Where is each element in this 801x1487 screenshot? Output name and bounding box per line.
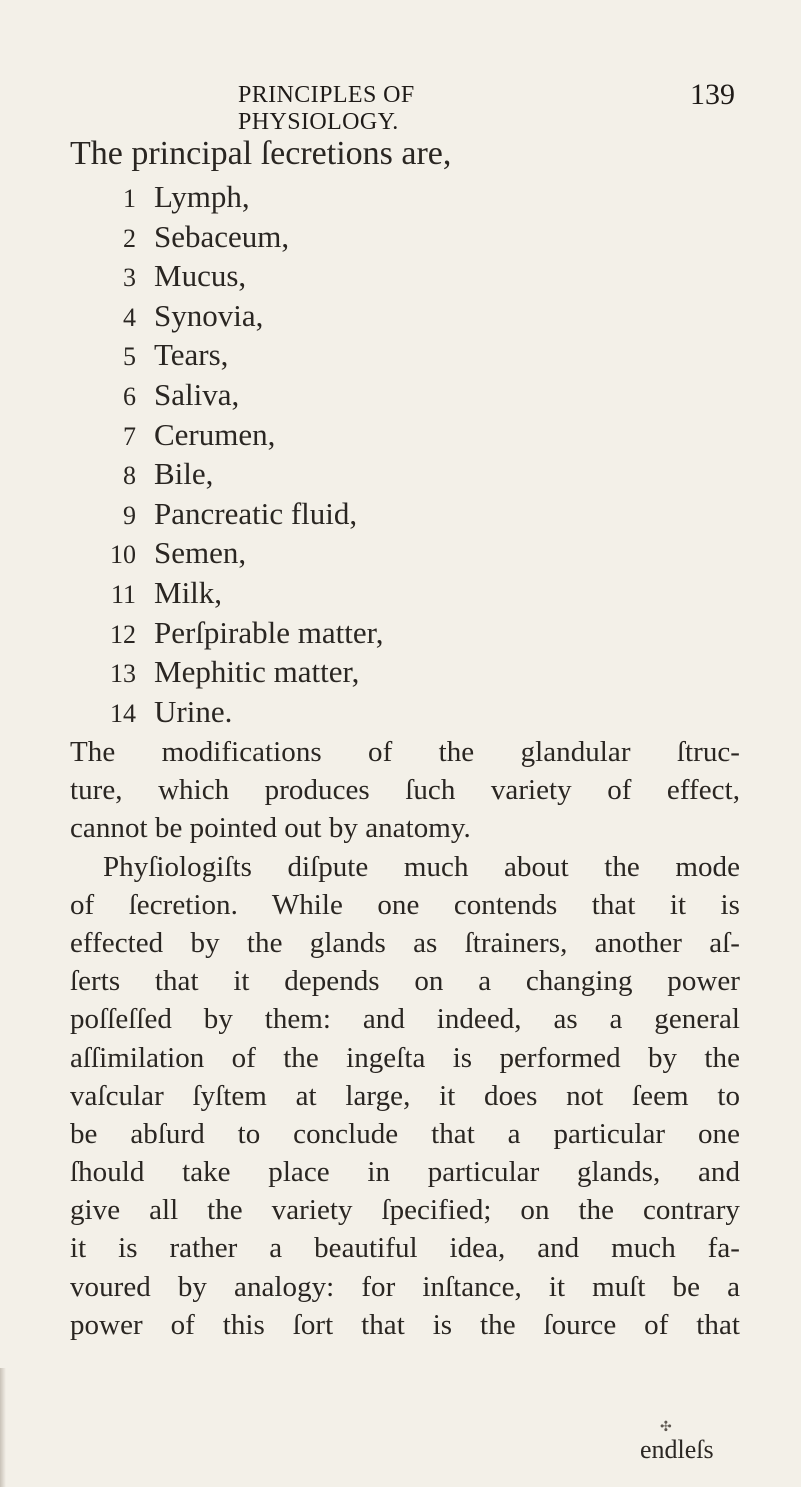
list-item	[102, 692, 622, 732]
text-line: it is rather a beautiful idea, and much fa-	[70, 1232, 740, 1265]
item-number: 14	[110, 698, 136, 728]
text-line: ture, which produces ſuch variety of effect,	[70, 774, 740, 807]
item-number: 3	[123, 263, 136, 293]
text-line: Phyſiologiſts diſpute much about the mode	[103, 850, 740, 883]
item-label: Semen,	[154, 535, 247, 571]
list-item	[102, 573, 622, 613]
item-number: 7	[123, 421, 136, 451]
item-label: Mephitic matter,	[154, 654, 360, 690]
text-line: power of this ſort that is the ſource of that	[70, 1308, 740, 1341]
catchword: endleſs	[640, 1435, 714, 1464]
item-number: 2	[123, 223, 136, 253]
list-item	[102, 256, 622, 296]
item-label: Tears,	[154, 337, 229, 373]
item-number: 9	[123, 500, 136, 530]
item-label: Perſpirable matter,	[154, 614, 384, 650]
text-line: poſſeſſed by them: and indeed, as a general	[70, 1003, 740, 1036]
item-label: Mucus,	[154, 258, 247, 294]
item-number: 12	[110, 619, 136, 649]
item-label: Pancreatic fluid,	[154, 495, 358, 531]
item-number: 10	[110, 540, 136, 570]
list-item	[102, 494, 622, 534]
intro-sentence: The principal ſecretions are,	[70, 135, 452, 172]
item-number: 6	[123, 381, 136, 411]
item-label: Sebaceum,	[154, 218, 290, 254]
list-item	[102, 335, 622, 375]
list-item	[102, 177, 622, 217]
text-line: effected by the glands as ſtrainers, another aſ-	[70, 926, 740, 959]
text-line: aſſimilation of the ingeſta is performed by the	[70, 1041, 740, 1074]
text-line: voured by analogy: for inſtance, it muſt be a	[70, 1270, 740, 1303]
text-line: of ſecretion. While one contends that it is	[70, 888, 740, 921]
body-paragraphs	[70, 733, 740, 1344]
item-label: Urine.	[154, 693, 233, 729]
item-number: 11	[110, 579, 136, 609]
list-item	[102, 415, 622, 455]
text-line: ſerts that it depends on a changing power	[70, 965, 740, 998]
page-edge-shadow	[0, 1368, 6, 1487]
list-item	[102, 217, 622, 257]
item-number: 1	[123, 184, 136, 213]
text-line: ſhould take place in particular glands, and	[70, 1156, 740, 1189]
item-label: Cerumen,	[154, 416, 276, 452]
page-number: 139	[690, 78, 735, 111]
item-label: Saliva,	[154, 376, 240, 412]
list-item	[102, 652, 622, 692]
running-head: PRINCIPLES OF PHYSIOLOGY.	[238, 82, 415, 135]
text-line: cannot be pointed out by anatomy.	[70, 812, 471, 845]
list-item	[102, 454, 622, 494]
item-number: 5	[123, 342, 136, 372]
item-label: Bile,	[154, 456, 214, 492]
list-item	[102, 613, 622, 653]
item-number: 4	[123, 302, 136, 332]
item-label: Milk,	[154, 574, 223, 610]
list-item	[102, 375, 622, 415]
text-line: vaſcular ſyſtem at large, it does not ſeem to	[70, 1079, 740, 1112]
item-label: Lymph,	[154, 179, 250, 214]
item-number: 8	[123, 461, 136, 491]
list-item	[102, 533, 622, 573]
item-label: Synovia,	[154, 297, 264, 333]
secretions-list	[102, 177, 622, 731]
text-line: give all the variety ſpecified; on the contrary	[70, 1194, 740, 1227]
list-item	[102, 296, 622, 336]
item-number: 13	[110, 659, 136, 689]
text-line: be abſurd to conclude that a particular one	[70, 1117, 740, 1150]
text-line: The modifications of the glandular ſtruc-	[70, 736, 740, 768]
printer-mark-icon: ✣	[660, 1420, 672, 1435]
